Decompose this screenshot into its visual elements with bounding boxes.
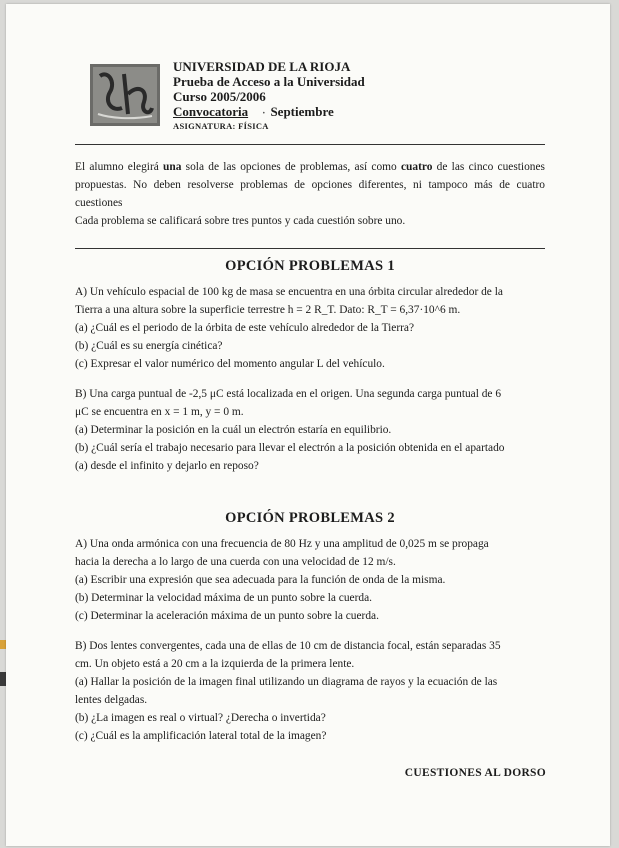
call-value: Septiembre [270, 104, 334, 119]
problem-text: Tierra a una altura sobre la superficie terrestre h = 2 R_T. Dato: R_T = 6,37·10^6 m. [75, 304, 461, 316]
back-page-note: CUESTIONES AL DORSO [404, 767, 546, 779]
option1-title: OPCIÓN PROBLEMAS 1 [225, 258, 395, 274]
option1-problems [75, 283, 545, 475]
instructions [75, 158, 545, 230]
call-row: Convocatoria · Septiembre [173, 104, 334, 119]
subject-value: FÍSICA [238, 121, 269, 131]
instructions-paragraph: El alumno elegirá una sola de las opciones de problemas, así como cuatro de las cinco cuestiones propuestas. No deben resolverse problemas de opciones diferentes, ni tampoco más de cuatro cuestiones [75, 161, 545, 209]
question-item: (b) ¿Cuál es su energía cinética? [75, 340, 223, 352]
exam-header [173, 59, 433, 132]
problem-text: B) Una carga puntual de -2,5 μC está localizada en el origen. Una segunda carga puntual de 6 [75, 388, 502, 400]
divider [75, 248, 545, 249]
call-label: Convocatoria [173, 104, 249, 119]
exam-name: Prueba de Acceso a la Universidad [173, 74, 365, 89]
problem-text: cm. Un objeto está a 20 cm a la izquierda de la primera lente. [75, 658, 355, 670]
option2-problems [75, 535, 545, 745]
question-item: (c) Determinar la aceleración máxima de un punto sobre la cuerda. [75, 610, 379, 622]
problem-text: B) Dos lentes convergentes, cada una de ellas de 10 cm de distancia focal, están separadas 35 [75, 640, 501, 652]
question-item: (a) desde el infinito y dejarlo en reposo? [75, 460, 259, 472]
course-year: Curso 2005/2006 [173, 89, 266, 104]
question-item: (c) Expresar el valor numérico del momento angular L del vehículo. [75, 358, 385, 370]
question-item: (a) Hallar la posición de la imagen final utilizando un diagrama de rayos y la ecuación de las [75, 676, 498, 688]
grading-note: Cada problema se calificará sobre tres puntos y cada cuestión sobre uno. [75, 215, 406, 227]
question-item: (c) ¿Cuál es la amplificación lateral total de la imagen? [75, 730, 327, 742]
question-item: (b) ¿Cuál sería el trabajo necesario para llevar el electrón a la posición obtenida en el apartado [75, 442, 505, 454]
option2-title: OPCIÓN PROBLEMAS 2 [225, 510, 395, 526]
problem-text: μC se encuentra en x = 1 m, y = 0 m. [75, 406, 244, 418]
question-item: (a) Escribir una expresión que sea adecuada para la función de onda de la misma. [75, 574, 446, 586]
question-item: (a) Determinar la posición en la cuál un electrón estaría en equilibrio. [75, 424, 392, 436]
divider [75, 144, 545, 145]
question-item: (b) ¿La imagen es real o virtual? ¿Derecha o invertida? [75, 712, 326, 724]
problem-text: A) Un vehículo espacial de 100 kg de masa se encuentra en una órbita circular alrededor de la [75, 286, 503, 298]
university-logo-icon [90, 64, 160, 126]
question-item: (b) Determinar la velocidad máxima de un punto sobre la cuerda. [75, 592, 372, 604]
question-item: lentes delgadas. [75, 694, 148, 706]
problem-text: hacia la derecha a lo largo de una cuerda con una velocidad de 12 m/s. [75, 556, 396, 568]
subject-label: ASIGNATURA: [173, 121, 236, 131]
university-name: UNIVERSIDAD DE LA RIOJA [173, 59, 351, 74]
subject-row [173, 121, 433, 132]
problem-text: A) Una onda armónica con una frecuencia de 80 Hz y una amplitud de 0,025 m se propaga [75, 538, 489, 550]
question-item: (a) ¿Cuál es el periodo de la órbita de este vehículo alrededor de la Tierra? [75, 322, 415, 334]
